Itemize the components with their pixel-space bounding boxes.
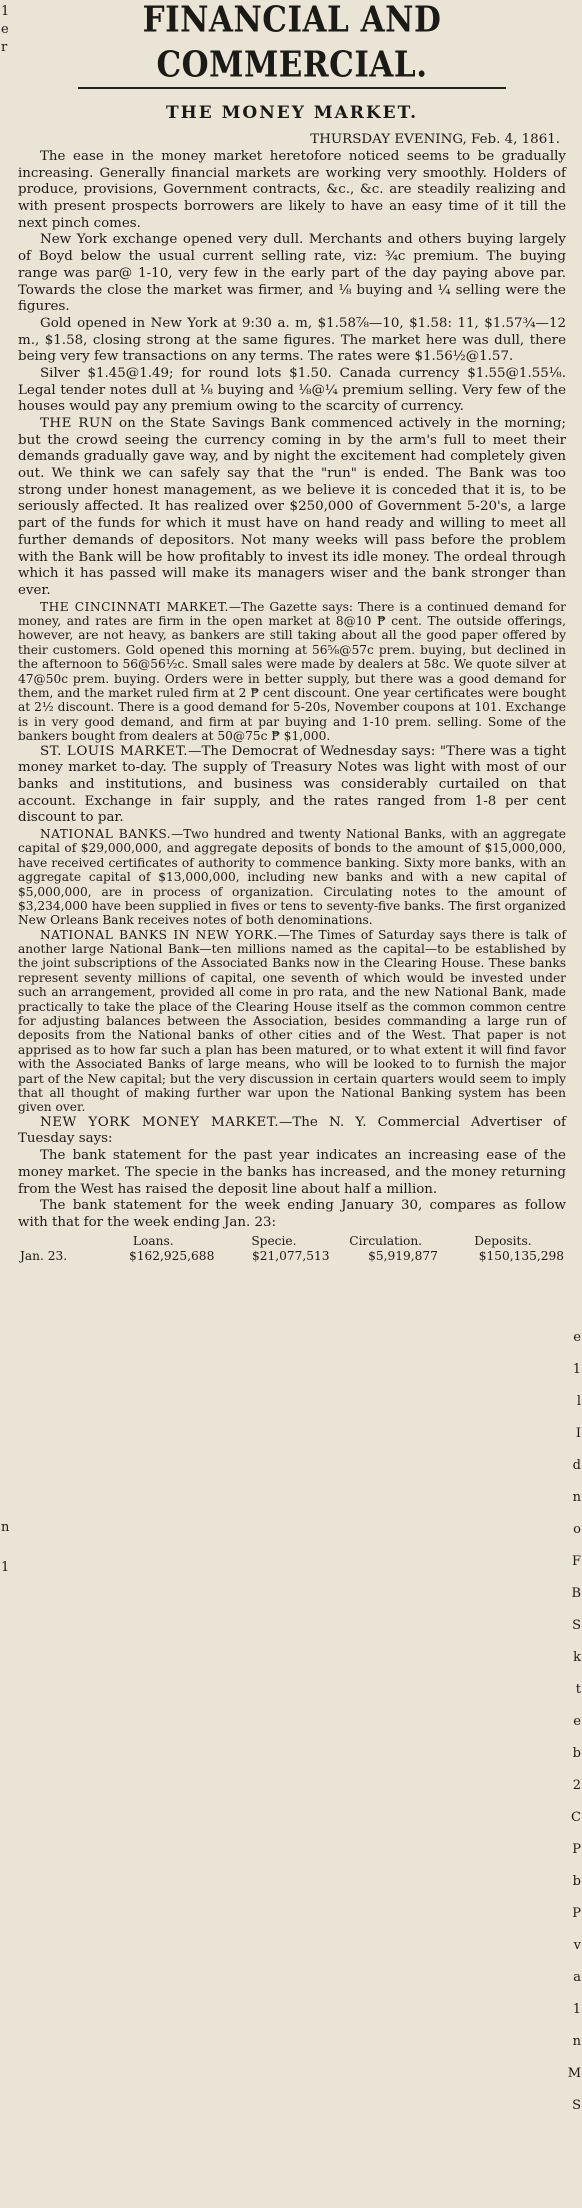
margin-fragment: 2 bbox=[572, 1778, 581, 1793]
table-header-cell bbox=[18, 1234, 90, 1249]
margin-fragment: a bbox=[573, 1970, 581, 1985]
margin-fragment: 1 bbox=[572, 1362, 581, 1377]
paragraph bbox=[18, 1198, 566, 1231]
margin-fragment: t bbox=[575, 1682, 581, 1697]
margin-fragment: M bbox=[567, 2066, 581, 2081]
paragraph-lead: NATIONAL BANKS. bbox=[40, 826, 172, 841]
paragraph-text: The ease in the money market heretofore noticed seems to be gradually increasing. Generally financial markets are working very smoothly. Holders of produce, provisions, Government contracts, &c., &c. are steadily realizing and with present prospects borrowers are likely to have an easy time of it till the next pinch comes. bbox=[18, 149, 566, 231]
paragraph-text: Gold opened in New York at 9:30 a. m, $1.58⅞—10, $1.58: 11, $1.57¾—12 m., $1.58, closing strong at the same figures. The market here was dull, there being very few transactions on any terms. The rates were $1.56½@1.57. bbox=[18, 315, 566, 365]
margin-fragment: b bbox=[572, 1874, 581, 1889]
paragraph-text: New York exchange opened very dull. Merchants and others buying largely of Boyd below the usual current selling rate, viz: ¾c premium. The buying range was par@ 1-10, very few in the early part of the day paying above par. Towards the close the market was firmer, and ⅛ buying and ¼ selling were the figures. bbox=[18, 232, 566, 315]
title-rule bbox=[78, 87, 506, 89]
margin-fragment: S bbox=[572, 2098, 581, 2113]
paragraph bbox=[18, 416, 566, 600]
article-body bbox=[18, 149, 566, 1232]
paragraph-text: —The Gazette says: There is a continued demand for money, and rates are firm in the open market at 8@10 ₱ cent. The outside offerings, however, are not heavy, as bankers are still taking about all the good paper offered by their customers. Gold opened this morning at 56⅝@57c prem. buying, but declined in the afternoon to 56@56½c. Small sales were made by dealers at 58c. We quote silver at 47@50c prem. buying. Orders were in better supply, but there was a good demand for them, and the market ruled firm at 2 ₱ cent discount. One year certificates were bought at 2½ discount. There is a good demand for 5-20s, November coupons at 101. Exchange is in very good demand, and firm at par buying and 1-10 prem. selling. Some of the bankers bought from dealers at 50@75c ₱ $1,000. bbox=[18, 599, 566, 744]
paragraph-text: Silver $1.45@1.49; for round lots $1.50. Canada currency $1.55@1.55⅛. Legal tender notes dull at ⅛ buying and ⅛@¼ premium selling. Very few of the houses would pay any premium owing to the scarcity of currency. bbox=[18, 365, 566, 415]
table-header-cell: Deposits. bbox=[474, 1233, 532, 1248]
margin-fragment: l bbox=[576, 1394, 581, 1409]
paragraph bbox=[18, 232, 566, 315]
margin-fragment: n bbox=[572, 1490, 581, 1505]
table-header-cell: Loans. bbox=[132, 1233, 174, 1248]
paragraph-text: —Two hundred and twenty National Banks, with an aggregate capital of $29,000,000, and aggregate deposits of bonds to the amount of $15,000,000, have received certificates of authority to commence banking. Sixty more banks, with an aggregate capital of $13,000,000, including new banks and with a new capital of $5,000,000, are in process of organization. Circulating notes to the amount of $3,234,000 have been supplied in fives or tens to seventy-five banks. The first organized New Orleans Bank receives notes of both denominations. bbox=[18, 826, 566, 928]
table-header-cell: Specie. bbox=[251, 1233, 297, 1248]
paragraph-text: The bank statement for the week ending January 30, compares as follow with that for the week ending Jan. 23: bbox=[18, 1198, 566, 1230]
margin-fragment: v bbox=[573, 1938, 581, 1953]
margin-fragment: I bbox=[575, 1426, 581, 1441]
margin-fragment: n bbox=[1, 1520, 10, 1535]
table-header-row bbox=[18, 1234, 566, 1249]
paragraph bbox=[18, 827, 566, 928]
table-cell: $162,925,688 bbox=[129, 1248, 215, 1263]
table-cell: $150,135,298 bbox=[478, 1248, 564, 1263]
paragraph bbox=[18, 600, 566, 744]
paragraph bbox=[18, 1115, 566, 1148]
paragraph-text: The bank statement for the past year indicates an increasing ease of the money market. The specie in the banks has increased, and the money returning from the West has raised the deposit line about half a million. bbox=[18, 1148, 566, 1197]
margin-fragment: e bbox=[1, 22, 9, 37]
margin-fragment: S bbox=[572, 1618, 581, 1633]
table-cell: Jan. 23. bbox=[20, 1248, 68, 1263]
right-gutter bbox=[568, 0, 582, 2208]
article-column bbox=[18, 0, 566, 1264]
margin-fragment: n bbox=[572, 2034, 581, 2049]
margin-fragment: 1 bbox=[1, 1560, 10, 1575]
page-title: FINANCIAL AND COMMERCIAL. bbox=[142, 0, 442, 86]
paragraph-lead: ST. LOUIS MARKET. bbox=[40, 743, 189, 759]
paragraph-lead: THE CINCINNATI MARKET. bbox=[40, 599, 229, 614]
bank-statement-table bbox=[18, 1234, 566, 1264]
paragraph bbox=[18, 928, 566, 1115]
margin-fragment: 1 bbox=[1, 4, 10, 19]
paragraph bbox=[18, 149, 566, 232]
margin-fragment: d bbox=[572, 1458, 581, 1473]
margin-fragment: 1 bbox=[572, 2002, 581, 2017]
table-row bbox=[18, 1249, 566, 1264]
table-header-cell: Circulation. bbox=[349, 1233, 423, 1248]
paragraph-text: on the State Savings Bank commenced actively in the morning; but the crowd seeing the currency coming in by the arm's full to meet their demands gradually gave way, and by night the excitement had completely given out. We think we can safely say that the "run" is ended. The Bank was too strong under honest management, as we believe it is conceded that it is, to be seriously affected. It has realized over $250,000 of Government 5-20's, a large part of the funds for which it must have on hand ready and willing to meet all further demands of depositors. Not many weeks will pass before the problem with the Bank will be how profitably to invest its idle money. The ordeal through which it has passed will make its managers wiser and the bank stronger than ever. bbox=[18, 416, 566, 598]
margin-fragment: C bbox=[571, 1810, 581, 1825]
margin-fragment: F bbox=[571, 1554, 581, 1569]
paragraph-lead: THE RUN bbox=[40, 416, 113, 432]
paragraph bbox=[18, 744, 566, 827]
margin-fragment: e bbox=[573, 1330, 581, 1345]
paragraph bbox=[18, 366, 566, 416]
margin-fragment: e bbox=[573, 1714, 581, 1729]
dateline: THURSDAY EVENING, Feb. 4, 1861. bbox=[310, 132, 560, 148]
paragraph-text: —The Democrat of Wednesday says: "There was a tight money market to-day. The supply of Treasury Notes was light with most of our banks and institutions, and business was considerably curtailed on that account. Exchange in fair supply, and the rates ranged from 1-8 per cent discount to par. bbox=[18, 743, 566, 826]
table-cell: $5,919,877 bbox=[368, 1248, 438, 1263]
table-cell: $21,077,513 bbox=[251, 1248, 330, 1263]
paragraph-lead: NEW YORK MONEY MARKET. bbox=[40, 1114, 279, 1130]
left-gutter bbox=[0, 0, 14, 2208]
margin-fragment: o bbox=[573, 1522, 581, 1537]
margin-fragment: P bbox=[572, 1906, 581, 1921]
paragraph bbox=[18, 1148, 566, 1198]
paragraph bbox=[18, 316, 566, 366]
section-heading: THE MONEY MARKET. bbox=[165, 103, 418, 124]
margin-fragment: B bbox=[571, 1586, 581, 1601]
margin-fragment: r bbox=[1, 40, 8, 55]
paragraph-text: —The Times of Saturday says there is talk of another large National Bank—ten millions named as the capital—to be established by the joint subscriptions of the Associated Banks now in the Clearing House. These banks represent seventy millions of capital, one seventh of which would be invested under such an arrangement, provided all come in pro rata, and the new National Bank, made practically to take the place of the Clearing House itself as the common common centre for adjusting balances between the Association, besides commanding a large run of deposits from the National banks of other cities and of the West. That paper is not apprised as to how far such a plan has been matured, or to what extent it will find favor with the Associated Banks of large means, who will be looked to to furnish the major part of the New capital; but the very discussion in certain quarters would seem to imply that all thought of making further war upon the National Banking system has been given over. bbox=[18, 927, 566, 1115]
margin-fragment: k bbox=[573, 1650, 581, 1665]
margin-fragment: b bbox=[572, 1746, 581, 1761]
paragraph-text: —The N. Y. Commercial Advertiser of Tuesday says: bbox=[18, 1114, 566, 1147]
margin-fragment: P bbox=[572, 1842, 581, 1857]
paragraph-lead: NATIONAL BANKS IN NEW YORK. bbox=[40, 927, 278, 942]
